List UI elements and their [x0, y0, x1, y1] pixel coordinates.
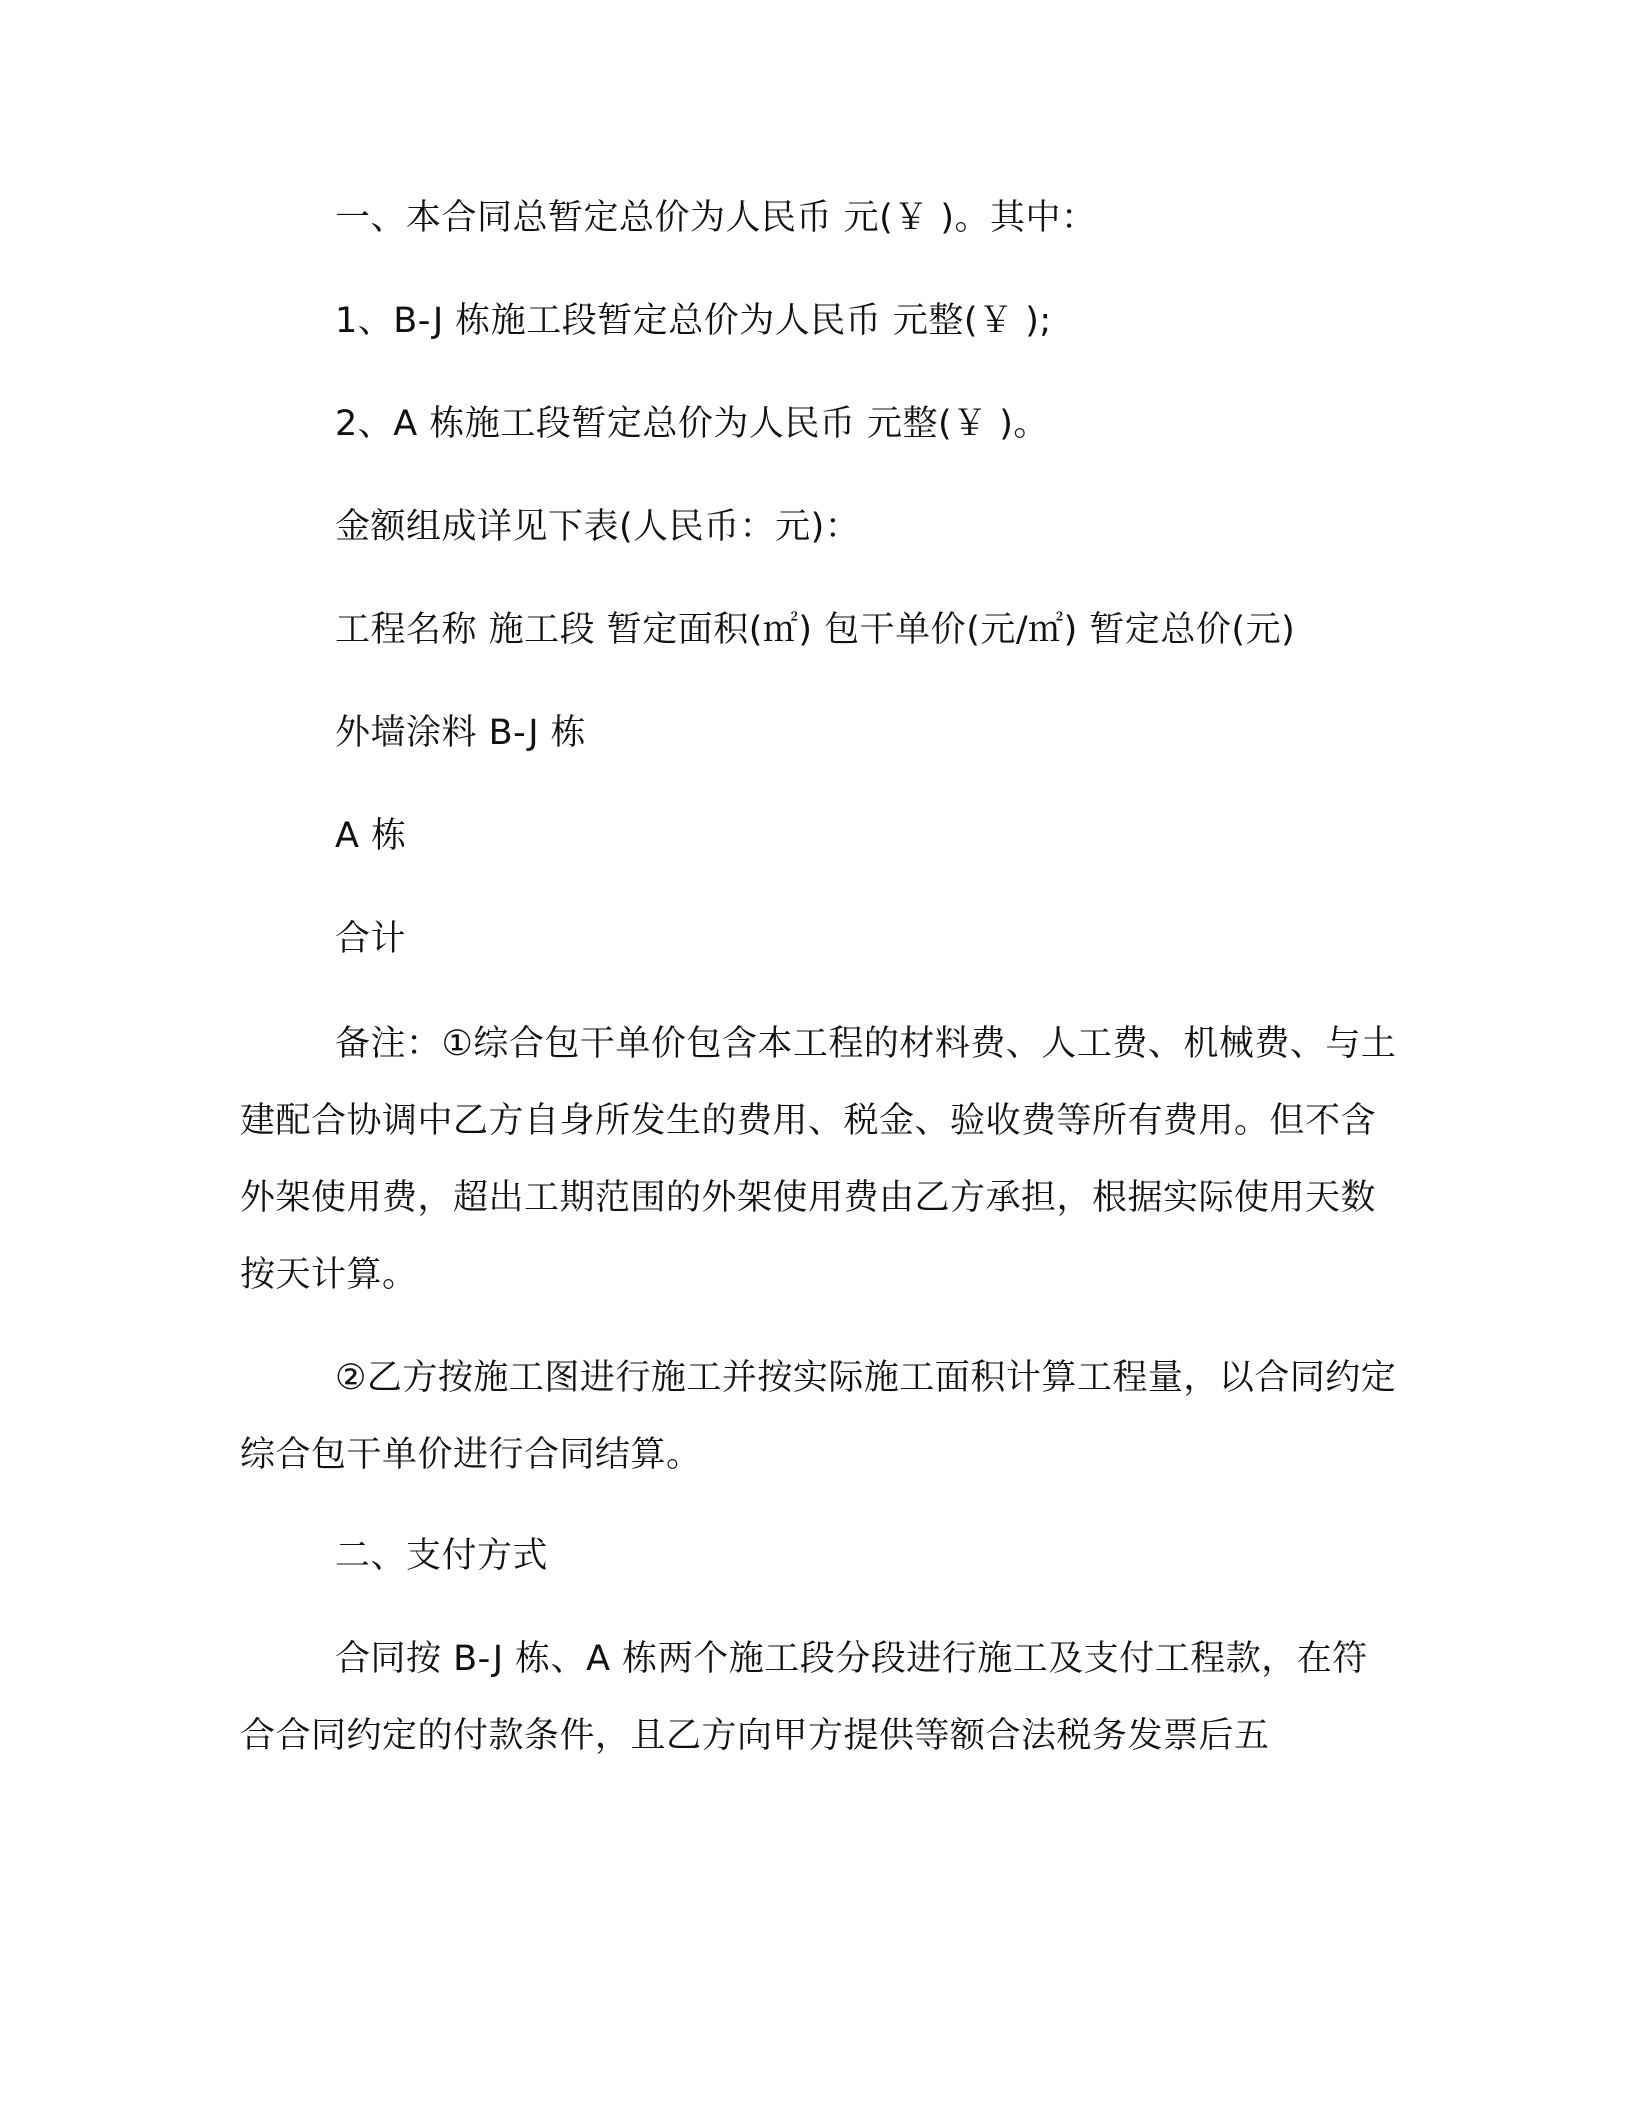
clause-bj-price: 1、B-J 栋施工段暂定总价为人民币 元整(￥ );	[335, 301, 1052, 341]
section-2-title: 二、支付方式	[335, 1536, 549, 1576]
table-header-row: 工程名称 施工段 暂定面积(㎡) 包干单价(元/㎡) 暂定总价(元)	[335, 610, 1296, 650]
amount-table-intro: 金额组成详见下表(人民币：元)：	[335, 507, 861, 547]
note-2: ②乙方按施工图进行施工并按实际施工面积计算工程量，以合同约定综合包干单价进行合同结算。	[240, 1358, 1397, 1475]
clause-a-price: 2、A 栋施工段暂定总价为人民币 元整(￥ )。	[335, 404, 1049, 444]
section-2-body: 合同按 B-J 栋、A 栋两个施工段分段进行施工及支付工程款，在符合合同约定的付款条件，且乙方向甲方提供等额合法税务发票后五	[240, 1639, 1368, 1756]
table-row-total: 合计	[335, 919, 407, 959]
table-row-bj: 外墙涂料 B-J 栋	[335, 713, 587, 753]
note-1: 备注：①综合包干单价包含本工程的材料费、人工费、机械费、与土建配合协调中乙方自身所发生的费用、税金、验收费等所有费用。但不含外架使用费，超出工期范围的外架使用费由乙方承担，根据实际使用天数按天计算。	[240, 1024, 1397, 1295]
table-row-a: A 栋	[335, 816, 407, 856]
clause-total-price: 一、本合同总暂定总价为人民币 元(￥ )。其中：	[335, 198, 1097, 238]
